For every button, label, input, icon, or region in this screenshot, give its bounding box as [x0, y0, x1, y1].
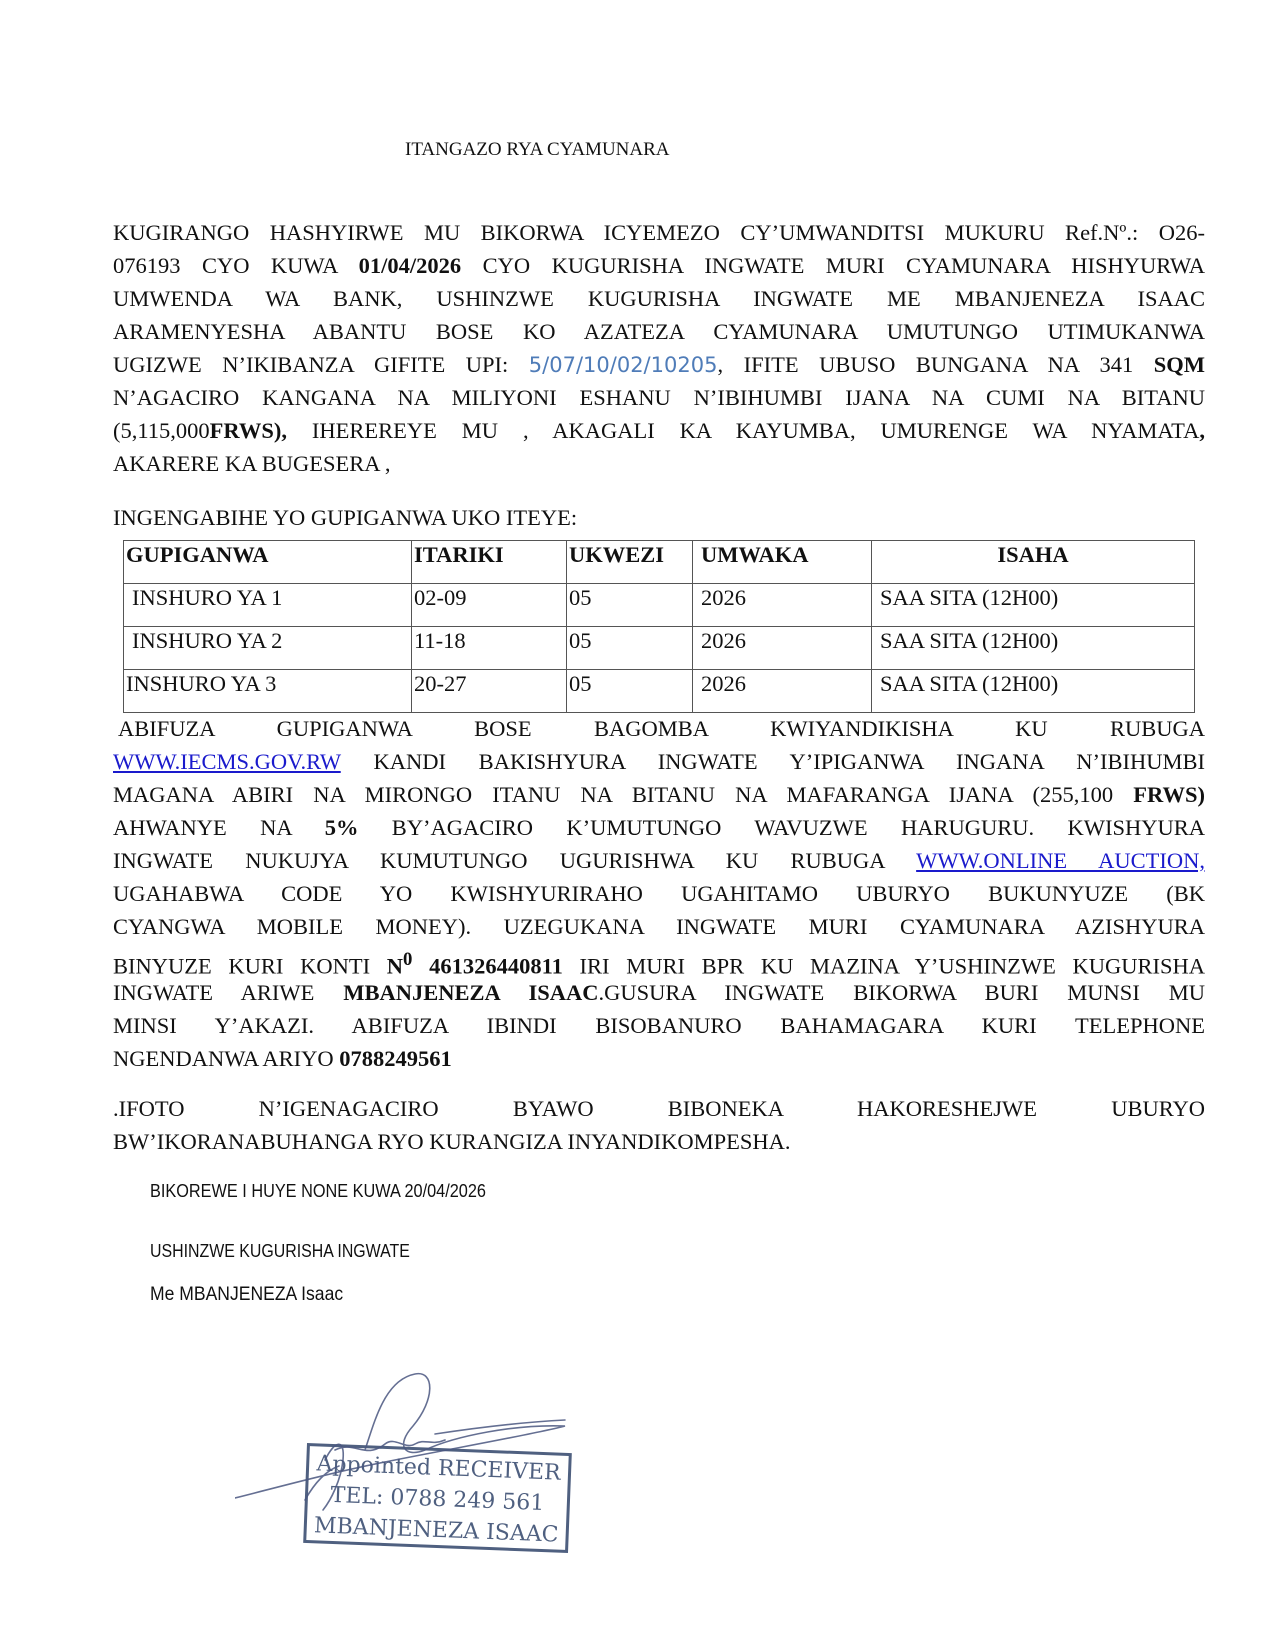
announcement-paragraph	[113, 216, 1205, 480]
text: N	[386, 953, 404, 979]
text: CYO KUGURISHA INGWATE MURI CYAMUNARA HISHYURWA	[461, 253, 1205, 278]
paragraph-line	[113, 1009, 1205, 1042]
text: UGIZWE N’IKIBANZA GIFITE UPI:	[113, 352, 529, 377]
text: .IFOTO N’IGENAGACIRO BYAWO BIBONEKA HAKORESHEJWE UBURYO	[113, 1096, 1205, 1121]
account-number: 461326440811	[412, 953, 563, 979]
text: N’AGACIRO KANGANA NA MILIYONI ESHANU N’IBIHUMBI IJANA NA CUMI NA BITANU	[113, 385, 1205, 410]
text: ABIFUZA GUPIGANWA BOSE BAGOMBA KWIYANDIKISHA KU RUBUGA	[118, 716, 1205, 741]
paragraph-line	[113, 712, 1205, 745]
header-cell: UMWAKA	[693, 541, 872, 584]
table-cell: 2026	[693, 584, 872, 627]
text: ,	[1199, 418, 1205, 443]
paragraph-line	[113, 1092, 1205, 1125]
paragraph-line	[113, 877, 1205, 910]
signatory-name: Me MBANJENEZA Isaac	[150, 1283, 344, 1305]
text: AKARERE KA BUGESERA ,	[113, 451, 391, 476]
paragraph-line	[113, 381, 1205, 414]
paragraph-line	[113, 1042, 1205, 1075]
table-cell: INSHURO YA 3	[124, 670, 412, 713]
paragraph-line	[113, 315, 1205, 348]
text: BINYUZE KURI KONTI	[113, 953, 387, 979]
header-cell: GUPIGANWA	[124, 541, 412, 584]
text: (5,115,000	[113, 418, 210, 443]
iecms-link[interactable]: WWW.IECMS.GOV.RW	[113, 749, 341, 774]
text: KANDI BAKISHYURA INGWATE Y’IPIGANWA INGANA N’IBIHUMBI	[340, 749, 1205, 774]
upi-number: 5/07/10/02/10205	[528, 353, 718, 377]
phone-number: 0788249561	[339, 1046, 452, 1071]
paragraph-line	[113, 844, 1205, 877]
text: CYANGWA MOBILE MONEY). UZEGUKANA INGWATE MURI CYAMUNARA AZISHYURA	[113, 914, 1205, 939]
decision-date: 01/04/2026	[358, 253, 462, 278]
paragraph-line	[113, 910, 1205, 943]
table-cell: INSHURO YA 1	[124, 584, 412, 627]
document-title: ITANGAZO RYA CYAMUNARA	[405, 139, 670, 160]
text: IHEREREYE MU , AKAGALI KA KAYUMBA, UMURENGE WA NYAMATA	[287, 418, 1200, 443]
text: AHWANYE NA	[113, 815, 325, 840]
text: UGAHABWA CODE YO KWISHYURIRAHO UGAHITAMO UBURYO BUKUNYUZE (BK	[113, 881, 1205, 906]
text: BW’IKORANABUHANGA RYO KURANGIZA INYANDIKOMPESHA.	[113, 1129, 791, 1154]
table-cell: 11-18	[412, 627, 567, 670]
table-cell: SAA SITA (12H00)	[872, 584, 1195, 627]
table-row	[124, 627, 1195, 670]
paragraph-line	[113, 811, 1205, 844]
signature-and-stamp	[235, 1370, 635, 1560]
area-unit: SQM	[1153, 352, 1205, 377]
paragraph-line	[113, 282, 1205, 315]
table-cell: 2026	[693, 627, 872, 670]
table-cell: 05	[567, 584, 693, 627]
table-cell: 02-09	[412, 584, 567, 627]
paragraph-line	[113, 216, 1205, 249]
table-cell: INSHURO YA 2	[124, 627, 412, 670]
text: , IFITE UBUSO BUNGANA NA 341	[717, 352, 1154, 377]
text: KUGIRANGO HASHYIRWE MU BIKORWA ICYEMEZO CY’UMWANDITSI MUKURU Ref.Nº.: O26-	[113, 220, 1205, 245]
registration-paragraph	[113, 712, 1205, 1075]
text: NGENDANWA ARIYO	[113, 1046, 340, 1071]
text: .GUSURA INGWATE BIKORWA BURI MUNSI MU	[598, 980, 1205, 1005]
paragraph-line	[113, 414, 1205, 447]
stamp-line: MBANJENEZA ISAAC	[313, 1513, 559, 1548]
stamp-line: TEL: 0788 249 561	[330, 1482, 545, 1517]
paragraph-line	[113, 745, 1205, 778]
superscript: 0	[403, 949, 413, 970]
table-row	[124, 584, 1195, 627]
table-cell: SAA SITA (12H00)	[872, 627, 1195, 670]
online-auction-link[interactable]: WWW.ONLINE AUCTION,	[916, 848, 1205, 873]
receiver-name: MBANJENEZA ISAAC	[343, 980, 599, 1005]
currency: FRWS),	[209, 418, 288, 443]
paragraph-line	[113, 976, 1205, 1009]
text: IRI MURI BPR KU MAZINA Y’USHINZWE KUGURISHA	[562, 953, 1206, 979]
signature-date-line: BIKOREWE I HUYE NONE KUWA 20/04/2026	[150, 1180, 486, 1201]
handwritten-signature	[235, 1370, 635, 1560]
text: BY’AGACIRO K’UMUTUNGO WAVUZWE HARUGURU. KWISHYURA	[358, 815, 1205, 840]
table-cell: 20-27	[412, 670, 567, 713]
text: UMWENDA WA BANK, USHINZWE KUGURISHA INGWATE ME MBANJENEZA ISAAC	[113, 286, 1205, 311]
deposit-percent: 5%	[324, 815, 359, 840]
header-cell: ISAHA	[872, 541, 1195, 584]
table-row	[124, 670, 1195, 713]
text: MAGANA ABIRI NA MIRONGO ITANU NA BITANU NA MAFARANGA IJANA (255,100	[113, 782, 1134, 807]
signatory-role: USHINZWE KUGURISHA INGWATE	[150, 1240, 410, 1261]
table-cell: SAA SITA (12H00)	[872, 670, 1195, 713]
table-cell: 05	[567, 670, 693, 713]
auction-schedule-table	[123, 540, 1195, 713]
text: INGWATE NUKUJYA KUMUTUNGO UGURISHWA KU RUBUGA	[113, 848, 917, 873]
text: 076193 CYO KUWA	[113, 253, 359, 278]
paragraph-line	[113, 1125, 1205, 1158]
stamp-line: Appointed RECEIVER	[316, 1451, 562, 1486]
paragraph-line	[113, 348, 1205, 381]
header-cell: UKWEZI	[567, 541, 693, 584]
photo-note-paragraph	[113, 1092, 1205, 1158]
table-cell: 05	[567, 627, 693, 670]
paragraph-line	[113, 249, 1205, 282]
table-cell: 2026	[693, 670, 872, 713]
currency: FRWS)	[1133, 782, 1205, 807]
text: ARAMENYESHA ABANTU BOSE KO AZATEZA CYAMUNARA UMUTUNGO UTIMUKANWA	[113, 319, 1205, 344]
header-cell: ITARIKI	[412, 541, 567, 584]
schedule-label: INGENGABIHE YO GUPIGANWA UKO ITEYE:	[113, 505, 578, 530]
text: INGWATE ARIWE	[113, 980, 344, 1005]
text: MINSI Y’AKAZI. ABIFUZA IBINDI BISOBANURO BAHAMAGARA KURI TELEPHONE	[113, 1013, 1205, 1038]
paragraph-line	[113, 447, 1205, 480]
table-header-row	[124, 541, 1195, 584]
paragraph-line	[113, 943, 1206, 979]
paragraph-line	[113, 778, 1205, 811]
